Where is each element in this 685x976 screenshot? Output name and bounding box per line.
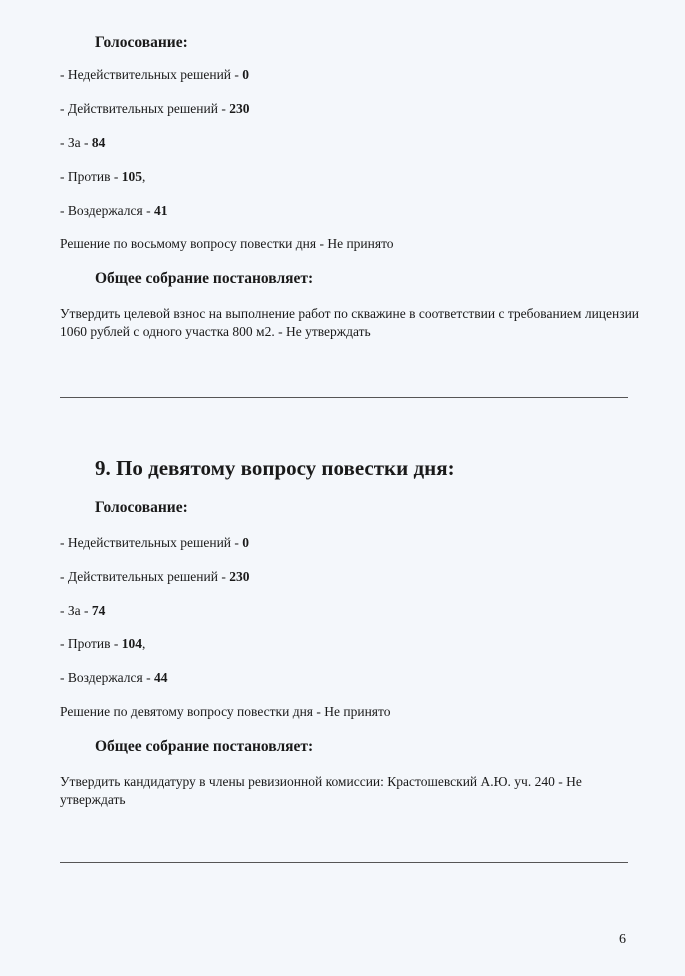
section8-vote-valid: - Действительных решений - 230 bbox=[60, 101, 250, 116]
section8-resolves-heading: Общее собрание постановляет: bbox=[95, 270, 314, 287]
section8-resolution: Утвердить целевой взнос на выполнение работ по скважине в соответствии с требованием лицензии 1060 рублей с одного участка 800 м2. - Не утверждать bbox=[60, 306, 640, 339]
section8-vote-invalid: - Недействительных решений - 0 bbox=[60, 67, 250, 82]
section9-title: 9. По девятому вопросу повестки дня: bbox=[95, 456, 455, 480]
section9-voting-heading: Голосование: bbox=[95, 499, 188, 516]
section9-vote-against: - Против - 104, bbox=[60, 636, 146, 651]
section9-decision: Решение по девятому вопросу повестки дня - Не принято bbox=[60, 704, 391, 719]
section9-vote-for: - За - 74 bbox=[60, 603, 106, 618]
section9-resolves-heading: Общее собрание постановляет: bbox=[95, 738, 314, 755]
section9-vote-invalid: - Недействительных решений - 0 bbox=[60, 535, 250, 550]
section8-voting-heading: Голосование: bbox=[95, 34, 188, 51]
section9-resolution: Утвердить кандидатуру в члены ревизионной комиссии: Крастошевский А.Ю. уч. 240 - Не утверждать bbox=[60, 774, 582, 807]
section8-vote-against: - Против - 105, bbox=[60, 169, 146, 184]
divider-rule bbox=[60, 397, 628, 398]
page-number: 6 bbox=[619, 932, 626, 947]
section9-vote-abstain: - Воздержался - 44 bbox=[60, 670, 168, 685]
section8-decision: Решение по восьмому вопросу повестки дня - Не принято bbox=[60, 236, 394, 251]
section9-vote-valid: - Действительных решений - 230 bbox=[60, 569, 250, 584]
divider-rule-bottom bbox=[60, 862, 628, 863]
section8-vote-abstain: - Воздержался - 41 bbox=[60, 203, 168, 218]
section8-vote-for: - За - 84 bbox=[60, 135, 106, 150]
